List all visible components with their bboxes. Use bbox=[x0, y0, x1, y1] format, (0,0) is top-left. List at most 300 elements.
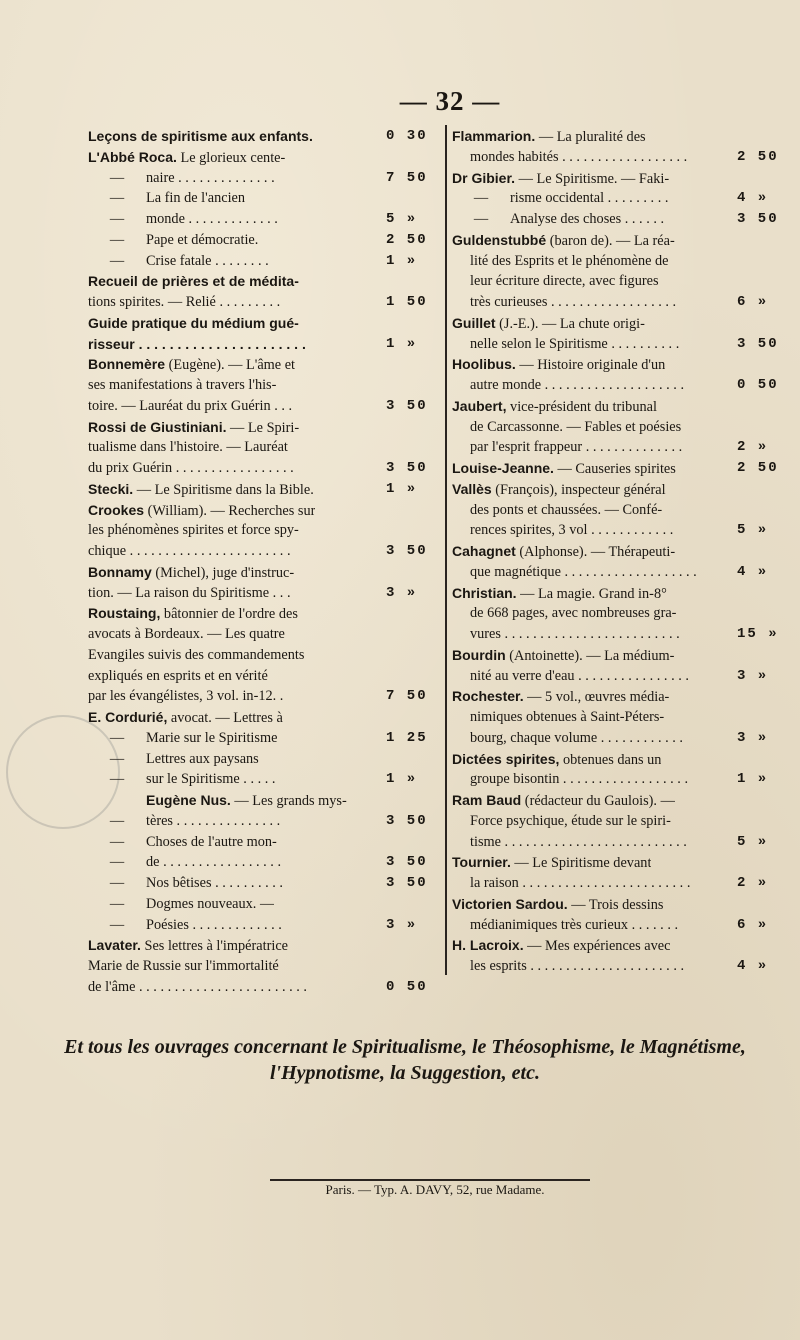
catalog-line-text bbox=[452, 313, 645, 335]
entry-text: ses manifestations à travers l'his- bbox=[88, 377, 277, 393]
printer-imprint: Paris. — Typ. A. DAVY, 52, rue Madame. bbox=[325, 1182, 545, 1197]
catalog-line-text bbox=[88, 852, 281, 873]
entry-text: (Michel), juge d'instruc- bbox=[151, 564, 295, 581]
catalog-line bbox=[452, 500, 792, 521]
entry-text: (baron de). — La réa- bbox=[546, 232, 675, 249]
author-name: Ram Baud bbox=[452, 792, 522, 808]
ditto-dash: — bbox=[109, 231, 125, 248]
catalog-line-text bbox=[88, 686, 283, 707]
ditto-dash: — bbox=[109, 211, 125, 227]
catalog-line bbox=[88, 769, 440, 790]
entry-text: Leçons de spiritisme aux enfants. bbox=[88, 128, 313, 144]
footer-rule bbox=[270, 1179, 590, 1181]
catalog-line bbox=[452, 168, 792, 189]
catalog-line bbox=[452, 583, 792, 604]
catalog-line-text bbox=[88, 479, 314, 501]
entry-text: Crise fatale . . . . . . . . bbox=[146, 252, 269, 269]
catalog-line-text bbox=[452, 500, 662, 521]
page-number: — 32 — bbox=[399, 86, 501, 116]
catalog-line-text bbox=[452, 811, 671, 832]
entry-text: lité des Esprits et le phénomène de bbox=[470, 252, 669, 269]
ditto-dash: — bbox=[473, 190, 489, 207]
catalog-line-text bbox=[88, 230, 258, 251]
author-name: Roustaing, bbox=[88, 605, 161, 622]
catalog-line bbox=[88, 126, 440, 147]
catalog-line bbox=[88, 749, 440, 770]
price: 4 » bbox=[737, 190, 769, 207]
catalog-line bbox=[88, 458, 440, 479]
catalog-line bbox=[88, 666, 440, 687]
catalog-line-text bbox=[452, 417, 681, 438]
author-name: Bourdin bbox=[452, 646, 506, 663]
ditto-dash: — bbox=[109, 252, 125, 269]
catalog-line-text bbox=[88, 728, 277, 749]
price: 3 50 bbox=[386, 460, 428, 476]
entry-text: — 5 vol., œuvres média- bbox=[523, 689, 670, 706]
price: 3 50 bbox=[737, 335, 779, 352]
price: 2 » bbox=[737, 439, 769, 456]
catalog-line bbox=[88, 873, 440, 894]
entry-text: (Eugène). — L'âme et bbox=[165, 357, 296, 374]
price: 3 50 bbox=[386, 875, 428, 891]
catalog-line bbox=[88, 292, 440, 313]
catalog-line bbox=[452, 354, 792, 375]
author-name: Cahagnet bbox=[452, 543, 516, 559]
catalog-line-text bbox=[88, 790, 347, 812]
entry-text: autre monde . . . . . . . . . . . . . . . . . . . . bbox=[470, 377, 685, 393]
author-name: Dr Gibier. bbox=[452, 169, 516, 186]
catalog-line-text bbox=[452, 583, 667, 605]
ditto-dash: — bbox=[109, 833, 125, 850]
entry-text: par l'esprit frappeur . . . . . . . . . . . . . . bbox=[470, 439, 683, 456]
catalog-line bbox=[452, 292, 792, 313]
author-name: Hoolibus. bbox=[452, 356, 516, 373]
catalog-line bbox=[452, 645, 792, 666]
entry-text: tions spirites. — Relié . . . . . . . . . bbox=[88, 294, 281, 310]
catalog-line-text bbox=[88, 769, 275, 790]
price: 4 » bbox=[737, 958, 769, 974]
catalog-line bbox=[88, 313, 440, 334]
entry-text: — Histoire originale d'un bbox=[515, 357, 666, 374]
catalog-line bbox=[452, 894, 792, 915]
author-name: Bonnamy bbox=[88, 563, 152, 580]
ditto-dash: — bbox=[109, 771, 125, 788]
catalog-line-text bbox=[88, 977, 307, 998]
author-name: Rossi de Giustiniani. bbox=[88, 418, 227, 435]
catalog-line-text bbox=[88, 271, 299, 293]
author-name: Vallès bbox=[452, 480, 492, 497]
catalog-line bbox=[88, 686, 440, 707]
catalog-line bbox=[88, 375, 440, 396]
entry-text: toire. — Lauréat du prix Guérin . . . bbox=[88, 397, 293, 414]
price: 3 » bbox=[386, 584, 418, 601]
catalog-line-text bbox=[452, 956, 684, 977]
catalog-line bbox=[88, 396, 440, 417]
price: 0 30 bbox=[386, 128, 428, 144]
entry-text: Nos bêtises . . . . . . . . . . bbox=[146, 875, 284, 891]
author-name: Louise-Jeanne. bbox=[452, 460, 554, 476]
catalog-line-text bbox=[452, 832, 687, 853]
price: 1 25 bbox=[386, 729, 428, 746]
catalog-line-text bbox=[452, 666, 689, 687]
catalog-line bbox=[88, 147, 440, 168]
catalog-line bbox=[88, 271, 440, 292]
catalog-line bbox=[452, 728, 792, 749]
catalog-line bbox=[452, 624, 792, 645]
entry-text: rences spirites, 3 vol . . . . . . . . . . . . bbox=[470, 522, 674, 539]
entry-text: — Le Spiri- bbox=[226, 419, 300, 436]
ditto-dash: — bbox=[109, 875, 125, 891]
entry-text: de Carcassonne. — Fables et poésies bbox=[470, 418, 682, 435]
entry-text: La fin de l'ancien bbox=[146, 190, 246, 207]
catalog-line bbox=[88, 603, 440, 624]
entry-text: Pape et démocratie. bbox=[146, 231, 259, 248]
entry-text: la raison . . . . . . . . . . . . . . . . . . . . . . . . bbox=[470, 875, 691, 891]
ditto-dash: — bbox=[109, 895, 125, 912]
catalog-line-text bbox=[452, 126, 646, 148]
catalog-line-text bbox=[88, 749, 259, 770]
entry-text: groupe bisontin . . . . . . . . . . . . . . . . . . bbox=[470, 771, 689, 788]
catalog-line-text bbox=[88, 209, 278, 230]
ditto-dash: — bbox=[109, 854, 125, 871]
catalog-line-text bbox=[88, 832, 277, 853]
price: 1 50 bbox=[386, 294, 428, 310]
catalog-line-text bbox=[452, 437, 682, 458]
catalog-line-text bbox=[452, 396, 657, 418]
catalog-line bbox=[452, 271, 792, 292]
price: 3 » bbox=[737, 729, 769, 746]
author-name: Dictées spirites, bbox=[452, 750, 560, 767]
catalog-line bbox=[452, 562, 792, 583]
catalog-line-text bbox=[88, 375, 276, 396]
author-name: Tournier. bbox=[452, 854, 511, 871]
catalog-line bbox=[452, 437, 792, 458]
catalog-line bbox=[88, 230, 440, 251]
author-name: Crookes bbox=[88, 501, 145, 518]
catalog-line-text bbox=[452, 147, 687, 168]
catalog-line bbox=[452, 126, 792, 147]
catalog-line bbox=[88, 645, 440, 666]
price: 2 » bbox=[737, 875, 769, 891]
entry-text: les esprits . . . . . . . . . . . . . . . . . . . . . . bbox=[470, 958, 685, 974]
entry-text: expliqués en esprits et en vérité bbox=[88, 667, 268, 684]
catalog-line-text bbox=[88, 147, 285, 169]
catalog-line-text bbox=[88, 313, 299, 335]
price: 7 50 bbox=[386, 169, 428, 186]
entry-text: tion. — La raison du Spiritisme . . . bbox=[88, 584, 291, 601]
catalog-line bbox=[88, 168, 440, 189]
catalog-line bbox=[452, 458, 792, 479]
entry-text: — Le Spiritisme. — Faki- bbox=[515, 170, 670, 187]
catalog-line-text bbox=[452, 790, 675, 812]
column-divider bbox=[445, 125, 447, 975]
entry-text: avocat. — Lettres à bbox=[167, 710, 283, 726]
ditto-dash: — bbox=[109, 169, 125, 186]
catalog-line-text bbox=[88, 500, 315, 522]
entry-text: de 668 pages, avec nombreuses gra- bbox=[470, 605, 677, 622]
catalog-line bbox=[88, 832, 440, 853]
catalog-line-text bbox=[88, 666, 268, 687]
price: 4 » bbox=[737, 563, 769, 580]
entry-text: bourg, chaque volume . . . . . . . . . . . . bbox=[470, 729, 683, 746]
entry-text: monde . . . . . . . . . . . . . bbox=[146, 211, 278, 227]
author-name: Lavater. bbox=[88, 937, 141, 954]
catalog-line-text bbox=[452, 603, 676, 624]
catalog-line bbox=[452, 915, 792, 936]
price: 3 » bbox=[386, 916, 418, 933]
author-name: Bonnemère bbox=[88, 356, 166, 373]
catalog-line bbox=[88, 915, 440, 936]
entry-text: (J.-E.). — La chute origi- bbox=[495, 315, 645, 332]
catalog-line bbox=[88, 894, 440, 915]
entry-text: risme occidental . . . . . . . . . bbox=[510, 190, 669, 207]
price: 3 50 bbox=[386, 543, 428, 559]
catalog-line-text bbox=[452, 375, 684, 396]
catalog-line-text bbox=[88, 126, 313, 148]
entry-text: très curieuses . . . . . . . . . . . . . . . . . . bbox=[470, 294, 677, 310]
price: 1 » bbox=[386, 252, 418, 269]
ditto-dash: — bbox=[109, 812, 125, 829]
catalog-line bbox=[452, 707, 792, 728]
catalog-line bbox=[88, 520, 440, 541]
catalog-line bbox=[88, 479, 440, 500]
price: 7 50 bbox=[386, 688, 428, 705]
author-name: Eugène Nus. bbox=[146, 792, 231, 808]
catalog-line-text bbox=[88, 437, 288, 458]
catalog-line bbox=[88, 977, 440, 998]
catalog-line bbox=[452, 603, 792, 624]
entry-text: nimiques obtenues à Saint-Péters- bbox=[470, 709, 665, 725]
catalog-line bbox=[452, 811, 792, 832]
price: 5 » bbox=[737, 833, 769, 850]
entry-text: Force psychique, étude sur le spiri- bbox=[470, 812, 671, 829]
entry-text: chique . . . . . . . . . . . . . . . . . . . . . . . bbox=[88, 543, 291, 559]
price: 3 50 bbox=[386, 854, 428, 871]
catalog-line bbox=[88, 728, 440, 749]
entry-text: les phénomènes spirites et force spy- bbox=[88, 522, 299, 539]
catalog-line-text bbox=[452, 894, 663, 916]
catalog-line-text bbox=[88, 811, 280, 832]
price: 1 » bbox=[386, 480, 418, 497]
author-name: E. Cordurié, bbox=[88, 709, 168, 725]
catalog-line-text bbox=[452, 935, 670, 957]
catalog-line-text bbox=[452, 458, 676, 480]
catalog-line bbox=[88, 334, 440, 355]
catalog-line-text bbox=[88, 251, 269, 272]
catalog-line-text bbox=[452, 686, 669, 708]
price: 3 50 bbox=[386, 397, 428, 414]
catalog-line-text bbox=[452, 168, 669, 190]
catalog-line bbox=[452, 956, 792, 977]
catalog-line bbox=[88, 354, 440, 375]
ditto-dash: — bbox=[109, 190, 125, 207]
catalog-line-text bbox=[88, 168, 275, 189]
entry-text: Analyse des choses . . . . . . bbox=[510, 211, 665, 227]
catalog-line-text bbox=[88, 645, 304, 666]
catalog-line bbox=[452, 873, 792, 894]
catalog-line-text bbox=[452, 562, 697, 583]
catalog-line-text bbox=[88, 935, 288, 957]
price: 3 » bbox=[737, 667, 769, 684]
catalog-line-text bbox=[452, 251, 669, 272]
catalog-line-text bbox=[88, 873, 283, 894]
price: 3 50 bbox=[737, 211, 779, 227]
catalog-line bbox=[452, 313, 792, 334]
author-name: Jaubert, bbox=[452, 397, 507, 414]
catalog-line bbox=[88, 562, 440, 583]
right-column bbox=[452, 126, 792, 977]
entry-text: tères . . . . . . . . . . . . . . . bbox=[146, 812, 281, 829]
catalog-line bbox=[88, 209, 440, 230]
entry-text: Marie de Russie sur l'immortalité bbox=[88, 958, 279, 974]
catalog-line bbox=[88, 852, 440, 873]
catalog-line-text bbox=[452, 209, 664, 230]
catalog-line-text bbox=[452, 873, 690, 894]
catalog-line-text bbox=[452, 728, 683, 749]
entry-text: Poésies . . . . . . . . . . . . . bbox=[146, 916, 282, 933]
entry-text: — Le Spiritisme devant bbox=[510, 855, 652, 872]
catalog-line-text bbox=[452, 292, 676, 313]
entry-text: — Les grands mys- bbox=[230, 793, 347, 809]
entry-text: — Trois dessins bbox=[567, 896, 664, 913]
catalog-line-text bbox=[452, 624, 680, 645]
catalog-line bbox=[452, 417, 792, 438]
catalog-line bbox=[452, 852, 792, 873]
catalog-line bbox=[88, 707, 440, 728]
price: 6 » bbox=[737, 294, 769, 310]
entry-text: — Causeries spirites bbox=[553, 461, 676, 477]
price: 2 50 bbox=[386, 231, 428, 248]
catalog-line-text bbox=[88, 583, 291, 604]
entry-text: de . . . . . . . . . . . . . . . . . bbox=[146, 854, 282, 871]
entry-text: — La pluralité des bbox=[535, 129, 646, 145]
entry-text: (Antoinette). — La médium- bbox=[505, 647, 675, 664]
entry-text: Choses de l'autre mon- bbox=[146, 833, 277, 850]
author-name: Rochester. bbox=[452, 688, 524, 705]
catalog-line bbox=[452, 209, 792, 230]
entry-text: leur écriture directe, avec figures bbox=[470, 273, 659, 290]
entry-text: Marie sur le Spiritisme bbox=[146, 729, 278, 746]
price: 5 » bbox=[386, 211, 418, 227]
entry-text: nelle selon le Spiritisme . . . . . . . . . . bbox=[470, 335, 680, 352]
catalog-line bbox=[452, 520, 792, 541]
entry-text: Ses lettres à l'impératrice bbox=[140, 938, 289, 955]
catalog-line-text bbox=[88, 562, 294, 584]
catalog-line bbox=[452, 396, 792, 417]
catalog-line-text bbox=[452, 520, 673, 541]
ditto-dash: — bbox=[109, 916, 125, 933]
entry-text: Evangiles suivis des commandements bbox=[88, 646, 305, 663]
price: 3 50 bbox=[386, 812, 428, 829]
entry-text: (Alphonse). — Thérapeuti- bbox=[515, 544, 676, 560]
catalog-line bbox=[452, 790, 792, 811]
catalog-line-text bbox=[452, 645, 674, 667]
entry-text: Dogmes nouveaux. — bbox=[146, 895, 275, 912]
author-name: Guillet bbox=[452, 314, 496, 331]
catalog-line bbox=[452, 188, 792, 209]
catalog-line-text bbox=[88, 334, 306, 356]
catalog-line-text bbox=[88, 603, 298, 625]
entry-text: risseur . . . . . . . . . . . . . . . . . . . . . . bbox=[88, 335, 306, 352]
catalog-line-text bbox=[88, 707, 283, 729]
entry-text: vice-président du tribunal bbox=[506, 398, 657, 415]
entry-text: Recueil de prières et de médita- bbox=[88, 273, 299, 290]
entry-text: bâtonnier de l'ordre des bbox=[160, 606, 298, 623]
catalog-line-text bbox=[88, 624, 285, 645]
catalog-line bbox=[452, 666, 792, 687]
catalog-line bbox=[88, 541, 440, 562]
catalog-line-text bbox=[88, 894, 274, 915]
catalog-line bbox=[452, 769, 792, 790]
catalog-line-text bbox=[88, 292, 280, 313]
entry-text: mondes habités . . . . . . . . . . . . . . . . . . bbox=[470, 148, 688, 165]
entry-text: — Mes expériences avec bbox=[523, 938, 671, 955]
entry-text: nité au verre d'eau . . . . . . . . . . . . . . . . bbox=[470, 667, 689, 684]
entry-text: — La magie. Grand in-8° bbox=[516, 585, 667, 602]
catalog-line bbox=[452, 935, 792, 956]
price: 1 » bbox=[386, 771, 418, 788]
entry-text: par les évangélistes, 3 vol. in-12. . bbox=[88, 688, 284, 705]
catalog-line-text bbox=[88, 396, 292, 417]
price: 5 » bbox=[737, 522, 769, 539]
entry-text: (rédacteur du Gaulois). — bbox=[521, 793, 675, 809]
entry-text: des ponts et chaussées. — Confé- bbox=[470, 501, 663, 518]
catalog-line-text bbox=[452, 749, 661, 771]
entry-text: tualisme dans l'histoire. — Lauréat bbox=[88, 439, 288, 456]
author-name: Victorien Sardou. bbox=[452, 895, 568, 912]
catalog-line-text bbox=[88, 188, 245, 209]
entry-text: de l'âme . . . . . . . . . . . . . . . . . . . . . . . . bbox=[88, 978, 307, 995]
catalog-line-text bbox=[452, 707, 664, 728]
author-name: Stecki. bbox=[88, 480, 134, 497]
entry-text: naire . . . . . . . . . . . . . . bbox=[146, 169, 275, 186]
price: 1 » bbox=[386, 335, 418, 352]
entry-text: (William). — Recherches sur bbox=[144, 502, 316, 519]
catalog-line-text bbox=[452, 334, 679, 355]
catalog-line bbox=[452, 251, 792, 272]
catalog-line bbox=[452, 749, 792, 770]
catalog-line bbox=[88, 417, 440, 438]
entry-text: (François), inspecteur général bbox=[491, 481, 666, 498]
catalog-line-text bbox=[88, 458, 294, 479]
catalog-line-text bbox=[88, 354, 295, 376]
catalog-line-text bbox=[88, 541, 291, 562]
catalog-line-text bbox=[452, 915, 678, 936]
catalog-line bbox=[88, 624, 440, 645]
entry-text: tisme . . . . . . . . . . . . . . . . . . . . . . . . . . bbox=[470, 833, 687, 850]
price: 2 50 bbox=[737, 460, 779, 476]
ditto-dash: — bbox=[109, 729, 125, 746]
catalog-line-text bbox=[88, 520, 299, 541]
catalog-line-text bbox=[452, 541, 675, 563]
author-name: L'Abbé Roca. bbox=[88, 148, 177, 165]
catalog-line bbox=[88, 583, 440, 604]
author-name: Guldenstubbé bbox=[452, 231, 547, 248]
entry-text: Guide pratique du médium gué- bbox=[88, 314, 299, 331]
entry-text: Le glorieux cente- bbox=[176, 149, 286, 166]
ditto-dash: — bbox=[473, 211, 489, 227]
price: 0 50 bbox=[386, 978, 428, 995]
catalog-line bbox=[88, 790, 440, 811]
catalog-line bbox=[452, 479, 792, 500]
catalog-line bbox=[88, 956, 440, 977]
catalog-line-text bbox=[452, 188, 668, 209]
catalog-line bbox=[452, 686, 792, 707]
catalog-line-text bbox=[452, 852, 651, 874]
author-name: Christian. bbox=[452, 584, 517, 601]
catalog-line bbox=[452, 230, 792, 251]
catalog-line-text bbox=[452, 271, 659, 292]
